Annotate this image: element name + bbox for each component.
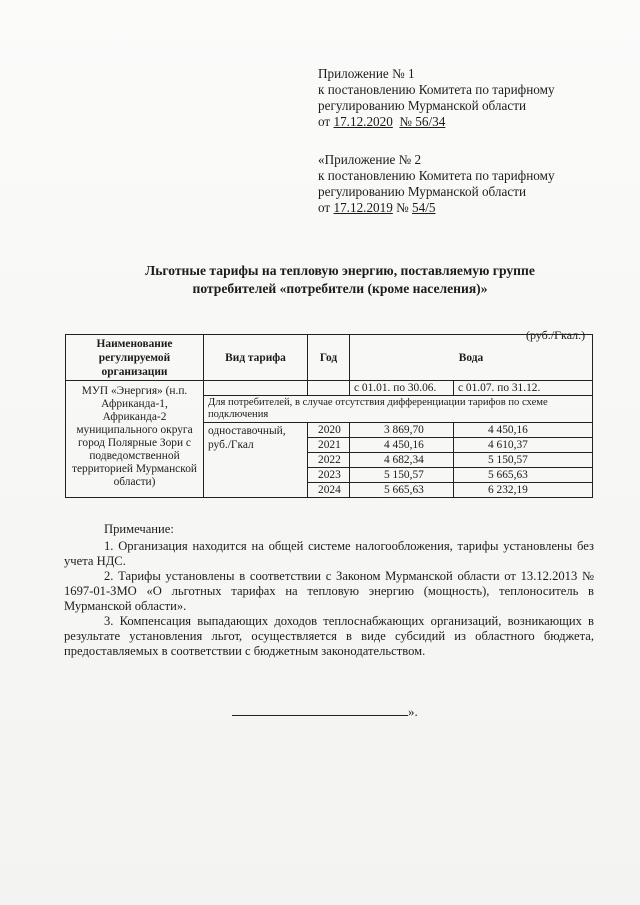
title-line-1: Льготные тарифы на тепловую энергию, поставляемую группе	[145, 263, 535, 278]
value-h1-cell: 5 150,57	[350, 468, 454, 483]
header-year: Год	[308, 335, 350, 381]
appendix-1-number: № 56/34	[399, 114, 446, 129]
appendix-1-prefix: от	[318, 114, 331, 129]
appendix-2-number: 54/5	[412, 200, 436, 215]
appendix-2-prefix: от	[318, 200, 331, 215]
appendix-2-title: «Приложение № 2	[318, 152, 422, 167]
closing-line	[232, 704, 418, 720]
note-item-3: 3. Компенсация выпадающих доходов теплоснабжающих организаций, возникающих в результате установления льгот, осуществляется в виде субсидий из областного бюджета, предоставляемых в соответствии с бюджетным законодательством.	[64, 614, 594, 658]
appendix-1-title: Приложение № 1	[318, 66, 415, 81]
table-period-row	[66, 381, 593, 396]
value-h2-cell: 4 450,16	[454, 423, 593, 438]
document-title	[60, 262, 620, 298]
appendix-2-line2: к постановлению Комитета по тарифному	[318, 168, 555, 183]
header-type: Вид тарифа	[204, 335, 308, 381]
appendix-1-date-line	[318, 114, 618, 130]
year-cell: 2024	[308, 483, 350, 498]
value-h2-cell: 5 150,57	[454, 453, 593, 468]
value-h1-cell: 5 665,63	[350, 483, 454, 498]
appendix-1-line2: к постановлению Комитета по тарифному	[318, 82, 555, 97]
period-1: с 01.01. по 30.06.	[350, 381, 454, 396]
notes-header: Примечание:	[104, 522, 174, 536]
header-water: Вода	[350, 335, 593, 381]
tariff-type-cell: одноставочный, руб./Гкал	[204, 423, 308, 498]
closing-quote: ».	[408, 704, 418, 719]
year-cell: 2022	[308, 453, 350, 468]
empty-year-cell	[308, 381, 350, 396]
value-h1-cell: 4 682,34	[350, 453, 454, 468]
year-cell: 2020	[308, 423, 350, 438]
year-cell: 2023	[308, 468, 350, 483]
value-h1-cell: 3 869,70	[350, 423, 454, 438]
title-line-2: потребителей «потребители (кроме населения)»	[192, 281, 488, 296]
org-name-cell: МУП «Энергия» (н.п. Африканда-1, Африканда-2 муниципального округа город Полярные Зори с подведомственной территорией Мурманской области)	[66, 381, 204, 498]
appendix-1-header	[318, 66, 618, 130]
appendix-1-date: 17.12.2020	[333, 114, 393, 129]
notes-section	[64, 522, 594, 659]
appendix-2-header	[318, 152, 618, 216]
appendix-2-number-prefix: №	[396, 200, 409, 215]
period-2: с 01.07. по 31.12.	[454, 381, 593, 396]
signature-line	[232, 705, 408, 716]
table-header-row	[66, 335, 593, 381]
note-item-1: 1. Организация находится на общей системе налогообложения, тарифы установлены без учета НДС.	[64, 539, 594, 568]
header-org: Наименование регулируемой организации	[66, 335, 204, 381]
value-h2-cell: 5 665,63	[454, 468, 593, 483]
appendix-1-line3: регулированию Мурманской области	[318, 98, 527, 113]
empty-type-cell	[204, 381, 308, 396]
value-h1-cell: 4 450,16	[350, 438, 454, 453]
tariff-table	[65, 334, 593, 498]
value-h2-cell: 6 232,19	[454, 483, 593, 498]
appendix-2-date: 17.12.2019	[333, 200, 393, 215]
appendix-2-date-line	[318, 200, 618, 216]
year-cell: 2021	[308, 438, 350, 453]
appendix-2-line3: регулированию Мурманской области	[318, 184, 527, 199]
consumer-note: Для потребителей, в случае отсутствия дифференциации тарифов по схеме подключения	[204, 396, 593, 423]
unit-label: (руб./Гкал.)	[526, 328, 586, 342]
value-h2-cell: 4 610,37	[454, 438, 593, 453]
note-item-2: 2. Тарифы установлены в соответствии с Законом Мурманской области от 13.12.2013 № 1697-01-ЗМО «О льготных тарифах на тепловую энергию (мощность), теплоноситель в Мурманской области».	[64, 569, 594, 613]
